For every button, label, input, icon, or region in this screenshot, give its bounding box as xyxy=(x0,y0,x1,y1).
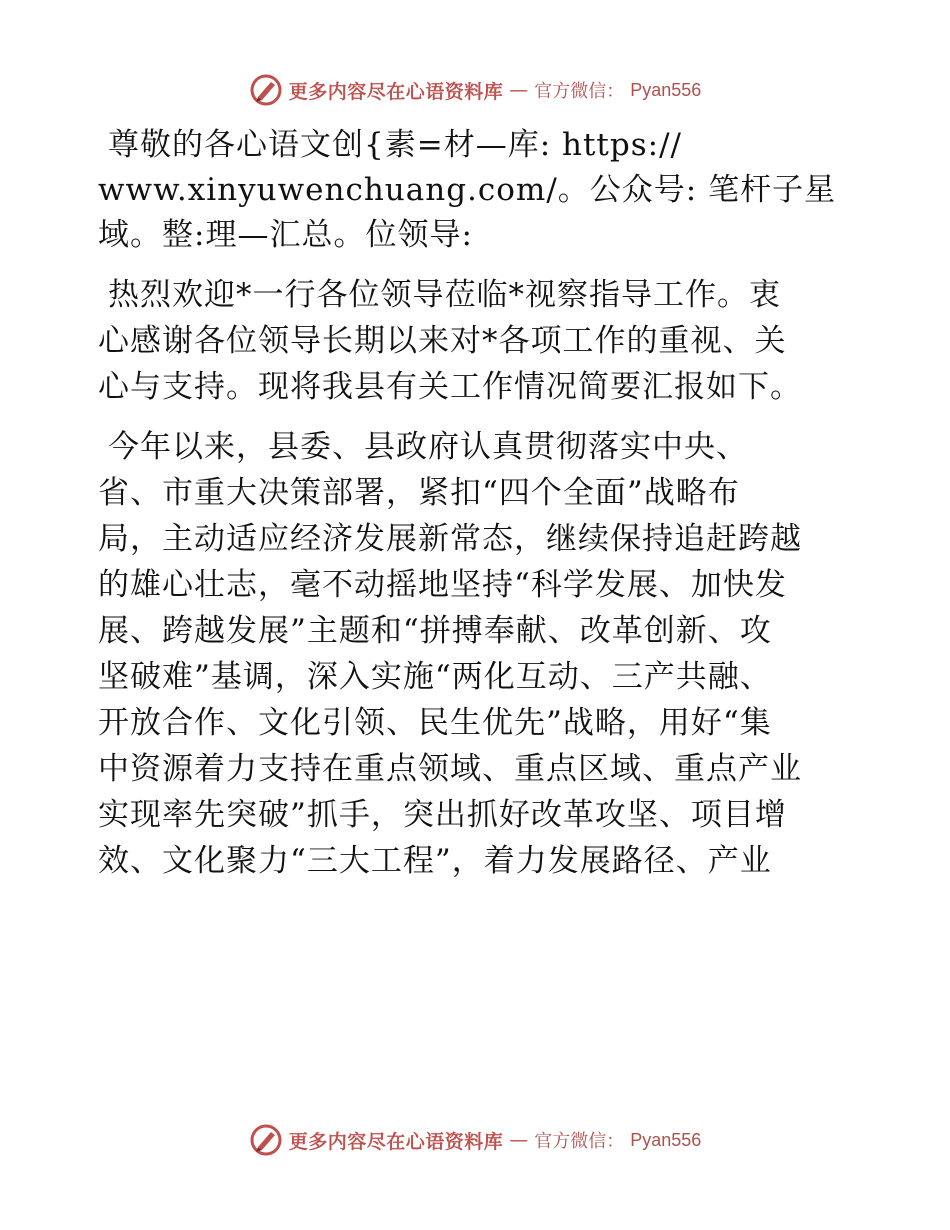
watermark-official-label: 官方微信： xyxy=(534,81,625,102)
watermark-wechat-id: Pyan556 xyxy=(630,79,702,100)
watermark-banner-bottom xyxy=(0,1120,950,1160)
watermark-dash: — xyxy=(509,79,529,101)
document-paragraph-1: 尊敬的各心语文创{素=材—库: https:// www.xinyuwenchuang.com/。公众号: 笔杆子星 域。整:理—汇总。位领导: xyxy=(98,127,837,253)
watermark-official-label: 官方微信： xyxy=(534,1131,625,1152)
pen-logo-icon xyxy=(249,1123,283,1157)
pen-logo-icon xyxy=(249,73,283,107)
watermark-site-text: 更多内容尽在心语资料库 xyxy=(288,1130,504,1153)
watermark-banner-top xyxy=(0,70,950,110)
watermark-site-text: 更多内容尽在心语资料库 xyxy=(288,80,504,103)
watermark-wechat-id: Pyan556 xyxy=(630,1129,702,1150)
document-body xyxy=(98,123,858,898)
document-paragraph-2: 热烈欢迎*一行各位领导莅临*视察指导工作。衷 心感谢各位领导长期以来对*各项工作的重视、关 心与支持。现将我县有关工作情况简要汇报如下。 xyxy=(98,277,802,405)
document-paragraph-3: 今年以来，县委、县政府认真贯彻落实中央、 省、市重大决策部署，紧扣“四个全面”战略布 局，主动适应经济发展新常态，继续保持追赶跨越 的雄心壮志，毫不动摇地坚持“科学发展、加快发 展、跨越发展”主题和“拼搏奉献、改革创新、攻 坚破难”基调，深入实施“两化互动、三产共融、 开放合作、文化引领、民生优先”战略，用好“集 中资源着力支持在重点领域、重点区域、重点产业 实现率先突破”抓手，突出抓好改革攻坚、项目增 效、文化聚力“三大工程”，着力发展路径、产业 xyxy=(98,429,802,879)
watermark-dash: — xyxy=(509,1129,529,1151)
